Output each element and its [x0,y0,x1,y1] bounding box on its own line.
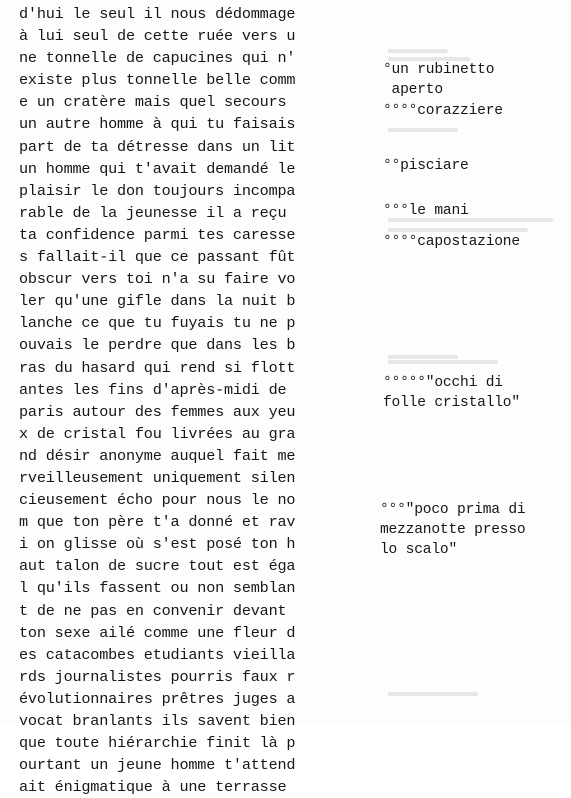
text-line: évolutionnaires prêtres juges a [19,689,296,708]
bleed-through-mark [388,49,448,53]
text-line: aut talon de sucre tout est éga [19,557,296,576]
text-line: vocat branlants ils savent bien [19,712,296,730]
text-line: rveilleusement uniquement silen [19,468,296,487]
french-poem-text [19,3,364,798]
annotation-occhi: °°°°°"occhi di folle cristallo" [383,375,520,411]
text-line: s fallait-il que ce passant fût [19,248,296,267]
annotation-pisciare: °°pisciare [383,158,469,174]
text-line: x de cristal fou livrées au gra [19,424,296,443]
text-line: m que ton père t'a donné et rav [19,513,296,532]
text-line: que toute hiérarchie finit là p [19,734,296,753]
text-line: es catacombes etudiants vieilla [19,645,296,664]
text-line: ta confidence parmi tes caresse [19,225,296,244]
annotation-capostazione: °°°°capostazione [383,234,520,250]
bleed-through-mark [388,128,458,132]
text-line: ourtant un jeune homme t'attend [19,756,296,775]
text-line: ait énigmatique à une terrasse [19,778,287,797]
bleed-through-mark [388,355,458,359]
text-line: un autre homme à qui tu faisais [19,115,296,134]
text-line: paris autour des femmes aux yeu [19,402,296,421]
text-line: lanche ce que tu fuyais tu ne p [19,314,296,333]
bleed-through-mark [388,692,478,696]
text-line: part de ta détresse dans un lit [19,137,296,156]
text-line: d'hui le seul il nous dédommage [19,5,296,23]
text-line: ouvais le perdre que dans les b [19,336,296,355]
text-line: ras du hasard qui rend si flott [19,358,296,377]
text-line: obscur vers toi n'a su faire vo [19,270,296,289]
text-line: ton sexe ailé comme une fleur d [19,623,296,642]
annotation-rubinetto: °un rubinetto aperto [383,62,495,98]
text-line: rable de la jeunesse il a reçu [19,203,287,222]
bleed-through-mark [388,360,498,364]
text-line: plaisir le don toujours incompa [19,181,296,200]
annotation-mezzanotte: °°°"poco prima di mezzanotte presso lo scalo" [380,502,526,558]
text-line: cieusement écho pour nous le no [19,491,296,510]
text-line: l qu'ils fassent ou non semblan [19,579,296,598]
text-line: un homme qui t'avait demandé le [19,159,296,178]
annotation-mani: °°°le mani [383,203,469,219]
text-line: ne tonnelle de capucines qui n' [19,49,296,68]
text-line: à lui seul de cette ruée vers u [19,27,296,46]
text-line: existe plus tonnelle belle comm [19,71,296,90]
annotation-corazziere: °°°°corazziere [383,103,503,119]
text-line: nd désir anonyme auquel fait me [19,446,296,465]
text-line: rds journalistes pourris faux r [19,667,296,686]
text-line: t de ne pas en convenir devant [19,601,287,620]
text-line: e un cratère mais quel secours [19,93,287,112]
text-line: ler qu'une gifle dans la nuit b [19,292,296,311]
text-line: i on glisse où s'est posé ton h [19,535,296,554]
text-line: antes les fins d'après-midi de [19,380,287,399]
